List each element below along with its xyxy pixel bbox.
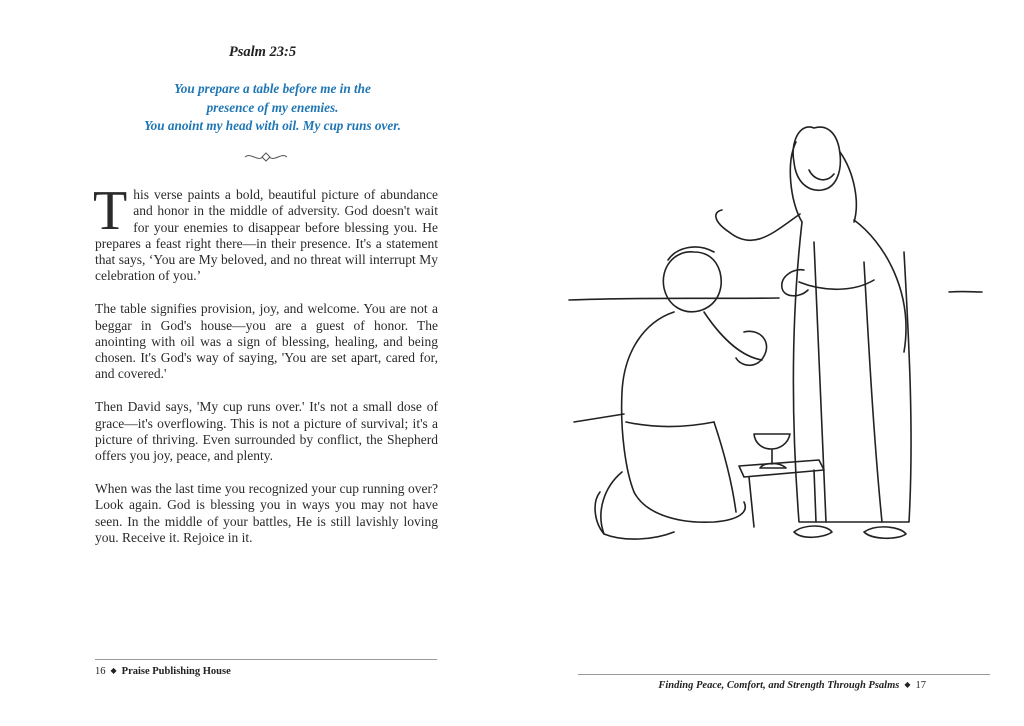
verse-reference: Psalm 23:5	[228, 44, 297, 60]
page-number: 16	[95, 666, 106, 677]
verse-line: You anoint my head with oil. My cup runs over.	[144, 118, 401, 133]
verse-line: You prepare a table before me in the	[174, 81, 371, 96]
publisher-name: Praise Publishing House	[121, 666, 231, 677]
verse-quote	[100, 80, 445, 136]
paragraph: The table signifies provision, joy, and welcome. You are not a beggar in God's house—you are a guest of honor. The anointing with oil was a sign of blessing, healing, and being chosen. It's God's way of saying, 'You are set apart, cared for, and covered.'	[95, 301, 438, 382]
book-title: Finding Peace, Comfort, and Strength Through Psalms	[658, 680, 900, 691]
diamond-icon: ◆	[110, 666, 117, 675]
paragraph-text: his verse paints a bold, beautiful picture of abundance and honor in the middle of adversity. God doesn't wait for your enemies to disappear before blessing you. He prepares a feast right there—in their presence. It's a statement that says, ‘You are My beloved, and no threat will interrupt My celebration of you.’	[95, 187, 438, 284]
verse-line: presence of my enemies.	[206, 99, 339, 115]
footer-rule	[95, 659, 437, 660]
paragraph: Then David says, 'My cup runs over.' It's not a small dose of grace—it's overflowing. This is not a picture of survival; it's a picture of thriving. Even surrounded by conflict, the Shepherd offers you joy, peace, and plenty.	[95, 399, 438, 464]
drop-cap: T	[93, 180, 128, 242]
paragraph	[93, 180, 438, 285]
diamond-icon: ◆	[904, 680, 911, 689]
footer-rule	[578, 674, 990, 675]
coloring-illustration	[564, 92, 984, 572]
page-number: 17	[915, 680, 926, 691]
flourish-ornament-icon	[243, 150, 289, 164]
paragraph: When was the last time you recognized your cup running over? Look again. God is blessing you in ways you may not have seen. In the middle of your battles, He is still lavishly loving you. Receive it. Rejoice in it.	[95, 480, 438, 545]
footer-left	[95, 666, 231, 677]
footer-right	[658, 680, 926, 691]
devotional-body	[93, 180, 438, 563]
right-page	[512, 0, 1024, 726]
anointing-scene-illustration	[564, 92, 984, 572]
